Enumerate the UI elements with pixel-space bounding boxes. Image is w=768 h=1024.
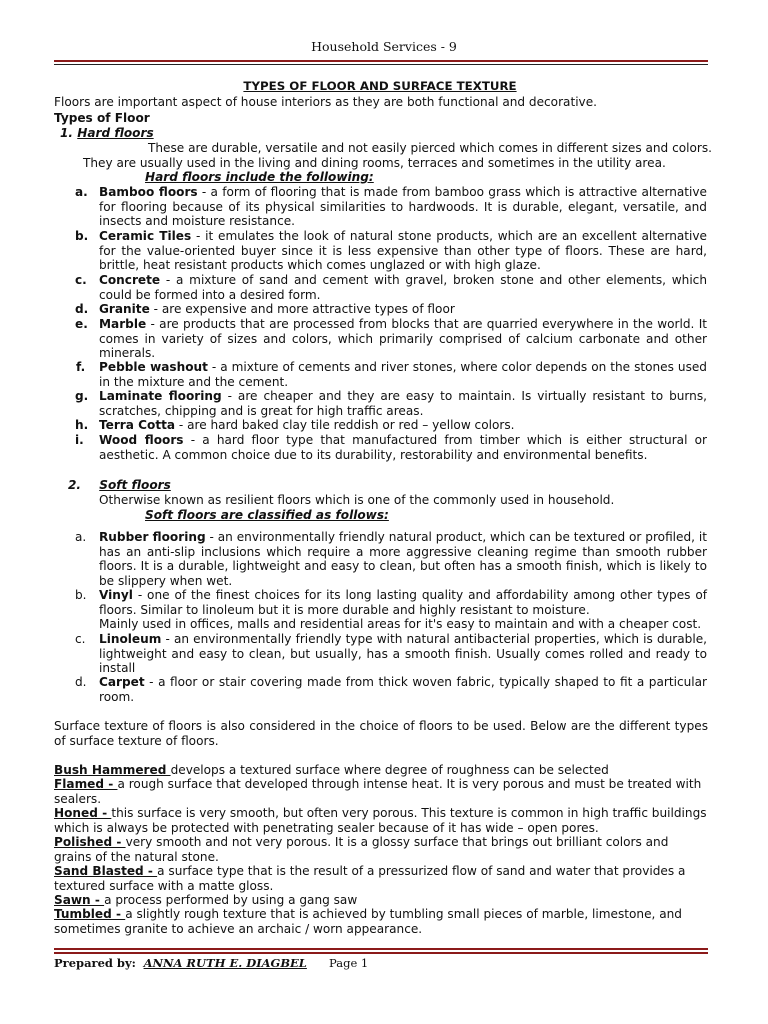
texture-item <box>54 907 708 936</box>
item-term: Ceramic Tiles <box>99 229 192 243</box>
item-marker: e. <box>75 317 88 331</box>
item-extra: Mainly used in offices, malls and residential areas for it's easy to maintain and with a cheaper cost. <box>99 617 702 632</box>
footer-rule <box>54 948 708 950</box>
item-text: - are expensive and more attractive types of floor <box>149 302 455 316</box>
texture-text: very smooth and not very porous. It is a glossy surface that brings out brilliant colors and grains of the natural stone. <box>54 835 669 864</box>
texture-item <box>54 835 708 864</box>
texture-text: a rough surface that developed through intense heat. It is very porous and must be treated with sealers. <box>54 777 702 806</box>
hard-floors-number: 1. <box>60 126 74 140</box>
item-marker: c. <box>75 632 86 646</box>
soft-floors-subheading: Soft floors are classified as follows: <box>145 508 389 522</box>
item-text: - are hard baked clay tile reddish or red – yellow colors. <box>175 418 515 432</box>
texture-term: Bush Hammered <box>54 763 171 777</box>
item-text: - a mixture of cements and river stones, where color depends on the stones used in the mixture and the cement. <box>99 360 707 389</box>
texture-term: Sawn - <box>54 893 105 907</box>
texture-text: this surface is very smooth, but often very porous. This texture is common in high traffic buildings which is always be protected with penetrating sealer because of it has wide – open pores. <box>54 806 707 835</box>
item-term: Pebble washout <box>99 360 208 374</box>
texture-term: Tumbled - <box>54 907 126 921</box>
page-footer <box>54 956 369 971</box>
item-term: Carpet <box>99 675 145 689</box>
item-text: - a form of flooring that is made from bamboo grass which is attractive alternative for flooring because of its physical similarities to hardwoods. It is durable, elegant, versatile, and insects and moisture resistance. <box>99 185 707 229</box>
item-term: Granite <box>99 302 150 316</box>
soft-floors-desc: Otherwise known as resilient floors which is one of the commonly used in household. <box>99 493 615 507</box>
item-term: Rubber flooring <box>99 530 206 544</box>
hard-floors-subheading: Hard floors include the following: <box>145 170 374 184</box>
texture-text: a surface type that is the result of a pressurized flow of sand and water that provides a textured surface with a matte gloss. <box>54 864 686 893</box>
item-term: Vinyl <box>99 588 133 602</box>
item-marker: b. <box>75 229 89 243</box>
item-term: Linoleum <box>99 632 162 646</box>
header-rule <box>54 60 708 62</box>
item-marker: f. <box>76 360 86 374</box>
item-text: - an environmentally friendly natural product, which can be textured or profiled, it has an anti-slip inclusions which require a more aggressive cleaning regime than smooth rubber floors. It is a durable, lightweight and easy to clean, but often has a smooth finish, which is likely to be slippery when wet. <box>99 530 707 588</box>
item-marker: g. <box>75 389 89 403</box>
item-marker: d. <box>75 675 87 689</box>
item-text: - it emulates the look of natural stone products, which are an excellent alternative for the value-oriented buyer since it is less expensive than other type of floors. These are hard, brittle, heat resistant products which comes unglazed or with high glaze. <box>99 229 707 273</box>
surface-intro: Surface texture of floors is also considered in the choice of floors to be used. Below are the different types of surface texture of floors. <box>54 719 708 748</box>
hard-floors-title: Hard floors <box>77 126 154 140</box>
hard-floors-heading <box>60 126 154 141</box>
texture-term: Honed - <box>54 806 112 820</box>
soft-floors-title: Soft floors <box>99 478 171 492</box>
item-text: - one of the finest choices for its long lasting quality and affordability among other types of floors. Similar to linoleum but it is more durable and highly resistant to moisture. <box>99 588 707 617</box>
soft-floors-number: 2. <box>68 478 82 492</box>
item-text: - are cheaper and they are easy to maintain. Is virtually resistant to burns, scratches, chipping and is great for high traffic areas. <box>99 389 707 418</box>
author-name: ANNA RUTH E. DIAGBEL <box>143 956 307 970</box>
texture-text: a slightly rough texture that is achieved by tumbling small pieces of marble, limestone, and sometimes granite to achieve an archaic / worn appearance. <box>54 907 682 936</box>
footer-rule-second <box>54 952 708 954</box>
texture-item <box>54 763 708 778</box>
item-term: Marble <box>99 317 147 331</box>
item-term: Terra Cotta <box>99 418 176 432</box>
texture-item <box>54 777 708 806</box>
item-marker: h. <box>75 418 89 432</box>
item-text: - a mixture of sand and cement with gravel, broken stone and other elements, which could be formed into a desired form. <box>99 273 707 302</box>
texture-text: develops a textured surface where degree of roughness can be selected <box>170 763 609 777</box>
item-marker: c. <box>75 273 87 287</box>
item-marker: d. <box>75 302 89 316</box>
hard-floors-desc1: These are durable, versatile and not easily pierced which comes in different sizes and colors. <box>148 141 712 155</box>
page-header: Household Services - 9 <box>311 39 457 54</box>
item-text: - a hard floor type that manufactured from timber which is either structural or aesthetic. A common choice due to its durability, restorability and environmental benefits. <box>99 433 708 462</box>
types-heading: Types of Floor <box>54 111 150 125</box>
texture-item <box>54 806 708 835</box>
item-marker: a. <box>75 185 88 199</box>
texture-item <box>54 864 708 893</box>
item-term: Bamboo floors <box>99 185 198 199</box>
soft-floors-heading <box>68 478 171 493</box>
texture-term: Sand Blasted - <box>54 864 158 878</box>
item-term: Laminate flooring <box>99 389 222 403</box>
item-text: - are products that are processed from blocks that are quarried everywhere in the world. It comes in variety of sizes and colors, which primarily comprised of calcium carbonate and other minerals. <box>99 317 707 361</box>
header-rule-thin <box>54 64 708 65</box>
document-title: TYPES OF FLOOR AND SURFACE TEXTURE <box>243 79 517 93</box>
prepared-by-label: Prepared by: <box>54 956 136 970</box>
page-number: Page 1 <box>329 956 369 970</box>
item-marker: a. <box>75 530 87 544</box>
texture-term: Flamed - <box>54 777 118 791</box>
intro-paragraph: Floors are important aspect of house interiors as they are both functional and decorative. <box>54 95 598 109</box>
hard-floors-desc2: They are usually used in the living and dining rooms, terraces and sometimes in the utility area. <box>83 156 666 170</box>
texture-term: Polished - <box>54 835 126 849</box>
item-term: Wood floors <box>99 433 184 447</box>
texture-text: a process performed by using a gang saw <box>104 893 358 907</box>
item-text: - an environmentally friendly type with natural antibacterial properties, which is durable, lightweight and easy to clean, but usually, has a smooth finish. Usually comes rolled and ready to install <box>99 632 707 676</box>
item-text: - a floor or stair covering made from thick woven fabric, typically shaped to fit a particular room. <box>99 675 707 704</box>
item-marker: i. <box>75 433 84 447</box>
item-marker: b. <box>75 588 87 602</box>
texture-item <box>54 893 708 908</box>
item-term: Concrete <box>99 273 161 287</box>
